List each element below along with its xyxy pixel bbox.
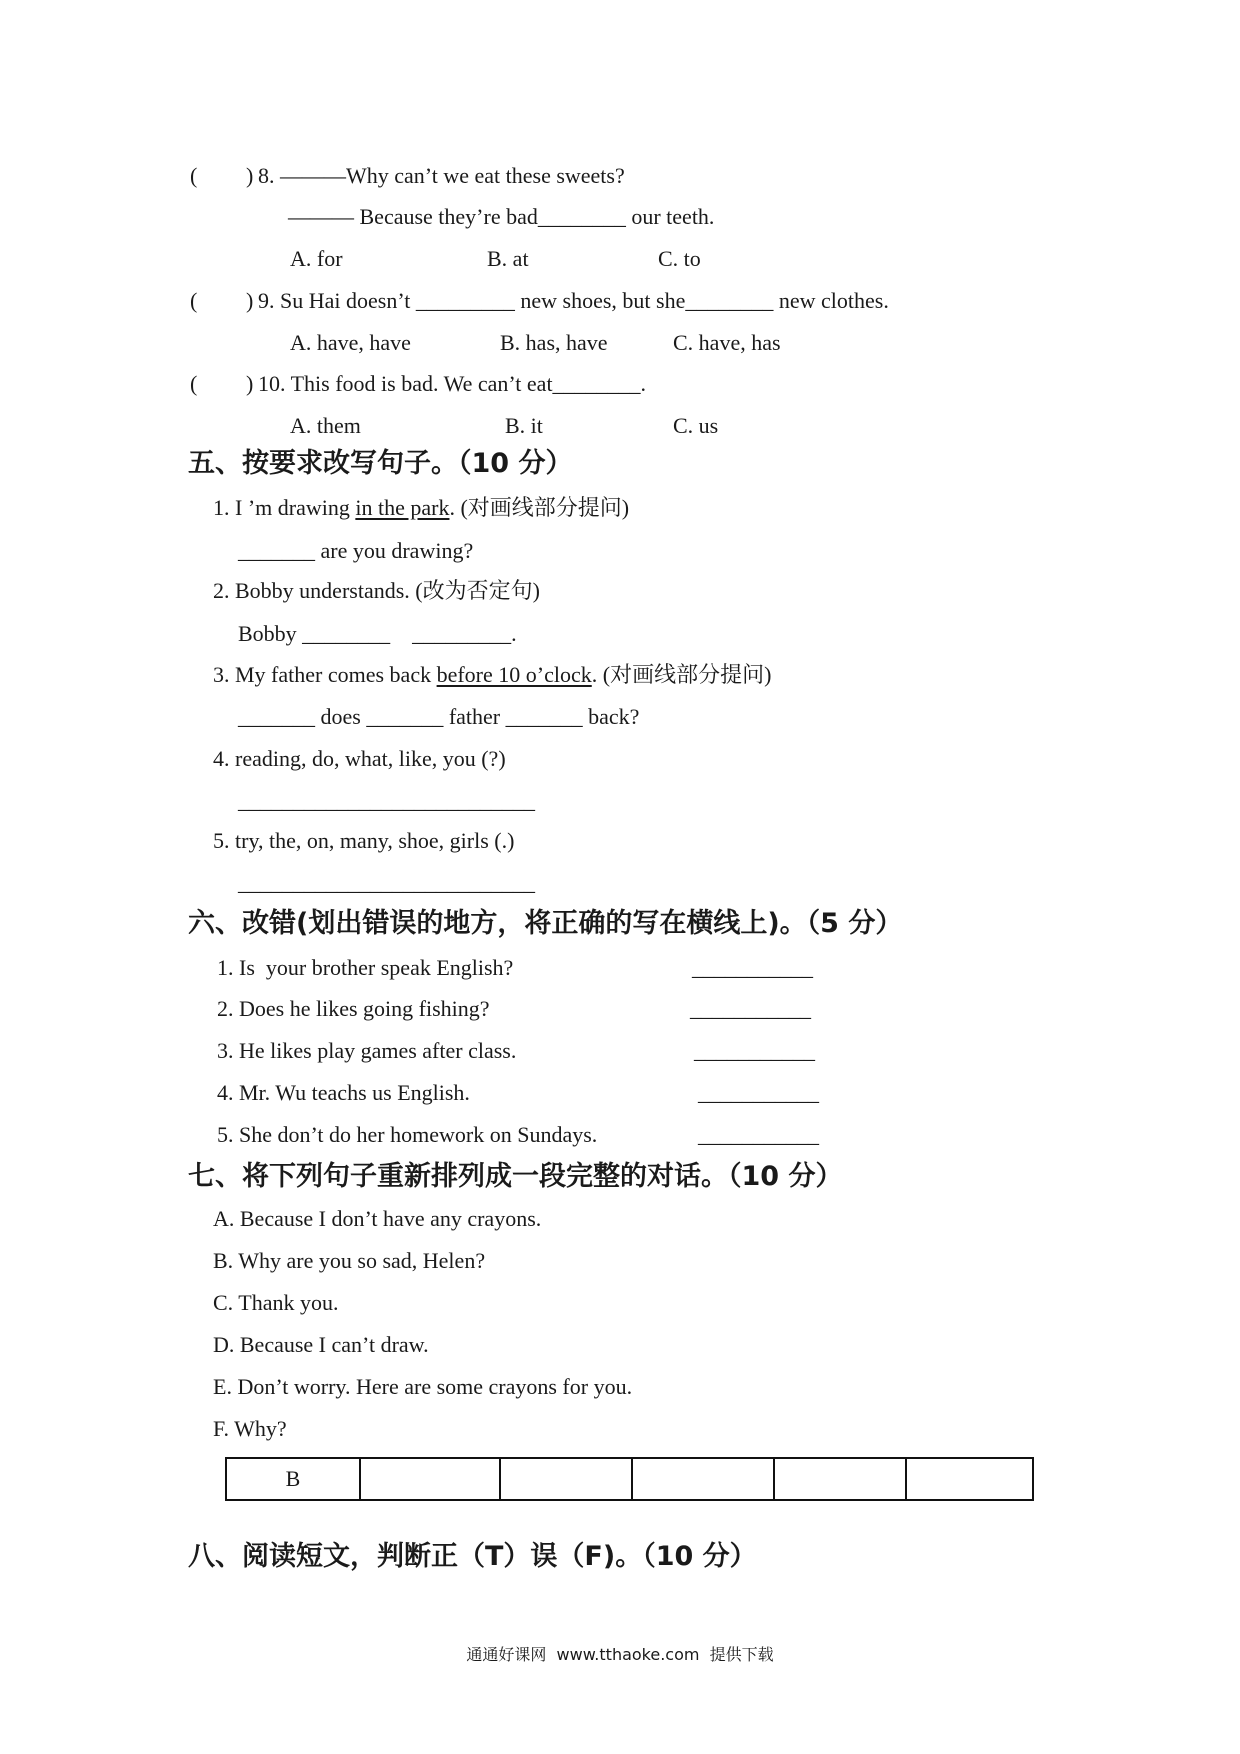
rewrite-item-3-answer: _______ does _______ father _______ back? <box>238 704 640 729</box>
section-5-heading: 五、按要求改写句子。（10 分） <box>188 448 573 479</box>
correction-item-2: 2. Does he likes going fishing? <box>217 996 490 1021</box>
rewrite-item-2: 2. Bobby understands. (改为否定句) <box>213 578 540 603</box>
correction-item-4: 4. Mr. Wu teachs us English. <box>217 1080 470 1105</box>
order-cell-3[interactable] <box>500 1458 632 1500</box>
dialogue-line-e: E. Don’t worry. Here are some crayons for you. <box>213 1374 633 1399</box>
rewrite-item-1-answer: _______ are you drawing? <box>238 538 474 563</box>
order-cell-4[interactable] <box>632 1458 774 1500</box>
question-9-option-c: C. have, has <box>673 330 781 355</box>
rewrite-item-3-underlined: before 10 o’clock <box>436 662 592 687</box>
rewrite-item-1-pre: 1. I ’m drawing <box>213 495 356 520</box>
answer-paren-10-close: ) <box>246 371 254 396</box>
question-10-option-a: A. them <box>290 413 361 438</box>
answer-paren-10-open: ( <box>190 371 198 396</box>
dialogue-line-f: F. Why? <box>213 1416 287 1441</box>
question-8-option-b: B. at <box>487 246 529 271</box>
question-10-stem: 10. This food is bad. We can’t eat________. <box>258 371 647 396</box>
rewrite-item-2-answer: Bobby ________ _________. <box>238 621 517 646</box>
question-9-stem: 9. Su Hai doesn’t _________ new shoes, but she________ new clothes. <box>258 288 889 313</box>
rewrite-item-5: 5. try, the, on, many, shoe, girls (.) <box>213 828 515 853</box>
correction-item-5-blank: ___________ <box>698 1122 819 1147</box>
order-cell-5[interactable] <box>774 1458 906 1500</box>
section-8-heading: 八、阅读短文，判断正（T）误（F)。（10 分） <box>188 1541 757 1572</box>
order-cell-2[interactable] <box>360 1458 500 1500</box>
rewrite-item-1 <box>213 497 629 519</box>
correction-item-2-blank: ___________ <box>690 996 811 1021</box>
order-cell-1[interactable]: B <box>226 1458 360 1500</box>
answer-order-table <box>225 1457 1034 1501</box>
footer-source: 通通好课网 www.tthaoke.com 提供下载 <box>466 1645 774 1664</box>
question-8-stem-line2: ——— Because they’re bad________ our teeth. <box>288 204 715 229</box>
correction-item-1: 1. Is your brother speak English? <box>217 955 514 980</box>
question-8-option-c: C. to <box>658 246 701 271</box>
rewrite-item-3 <box>213 664 771 686</box>
answer-paren-9-close: ) <box>246 288 254 313</box>
correction-item-4-blank: ___________ <box>698 1080 819 1105</box>
correction-item-5: 5. She don’t do her homework on Sundays. <box>217 1122 598 1147</box>
correction-item-3-blank: ___________ <box>694 1038 815 1063</box>
answer-paren-8-close: ) <box>246 163 254 188</box>
rewrite-item-1-underlined: in the park <box>355 495 450 520</box>
rewrite-item-4-answer: ___________________________ <box>238 788 535 813</box>
section-6-heading: 六、改错(划出错误的地方，将正确的写在横线上)。（5 分） <box>188 908 903 939</box>
correction-item-3: 3. He likes play games after class. <box>217 1038 517 1063</box>
dialogue-line-a: A. Because I don’t have any crayons. <box>213 1206 542 1231</box>
question-10-option-c: C. us <box>673 413 719 438</box>
answer-paren-9-open: ( <box>190 288 198 313</box>
rewrite-item-1-post: . (对画线部分提问) <box>449 495 630 520</box>
rewrite-item-3-pre: 3. My father comes back <box>213 662 437 687</box>
order-cell-6[interactable] <box>906 1458 1033 1500</box>
dialogue-line-b: B. Why are you so sad, Helen? <box>213 1248 486 1273</box>
question-9-option-a: A. have, have <box>290 330 411 355</box>
rewrite-item-3-post: . (对画线部分提问) <box>591 662 772 687</box>
question-8-option-a: A. for <box>290 246 343 271</box>
rewrite-item-5-answer: ___________________________ <box>238 870 535 895</box>
rewrite-item-4: 4. reading, do, what, like, you (?) <box>213 746 506 771</box>
question-9-option-b: B. has, have <box>500 330 608 355</box>
question-8-stem: 8. ———Why can’t we eat these sweets? <box>258 163 625 188</box>
dialogue-line-c: C. Thank you. <box>213 1290 339 1315</box>
answer-paren-8-open: ( <box>190 163 198 188</box>
dialogue-line-d: D. Because I can’t draw. <box>213 1332 429 1357</box>
section-7-heading: 七、将下列句子重新排列成一段完整的对话。（10 分） <box>188 1161 843 1192</box>
correction-item-1-blank: ___________ <box>692 955 813 980</box>
question-10-option-b: B. it <box>505 413 543 438</box>
